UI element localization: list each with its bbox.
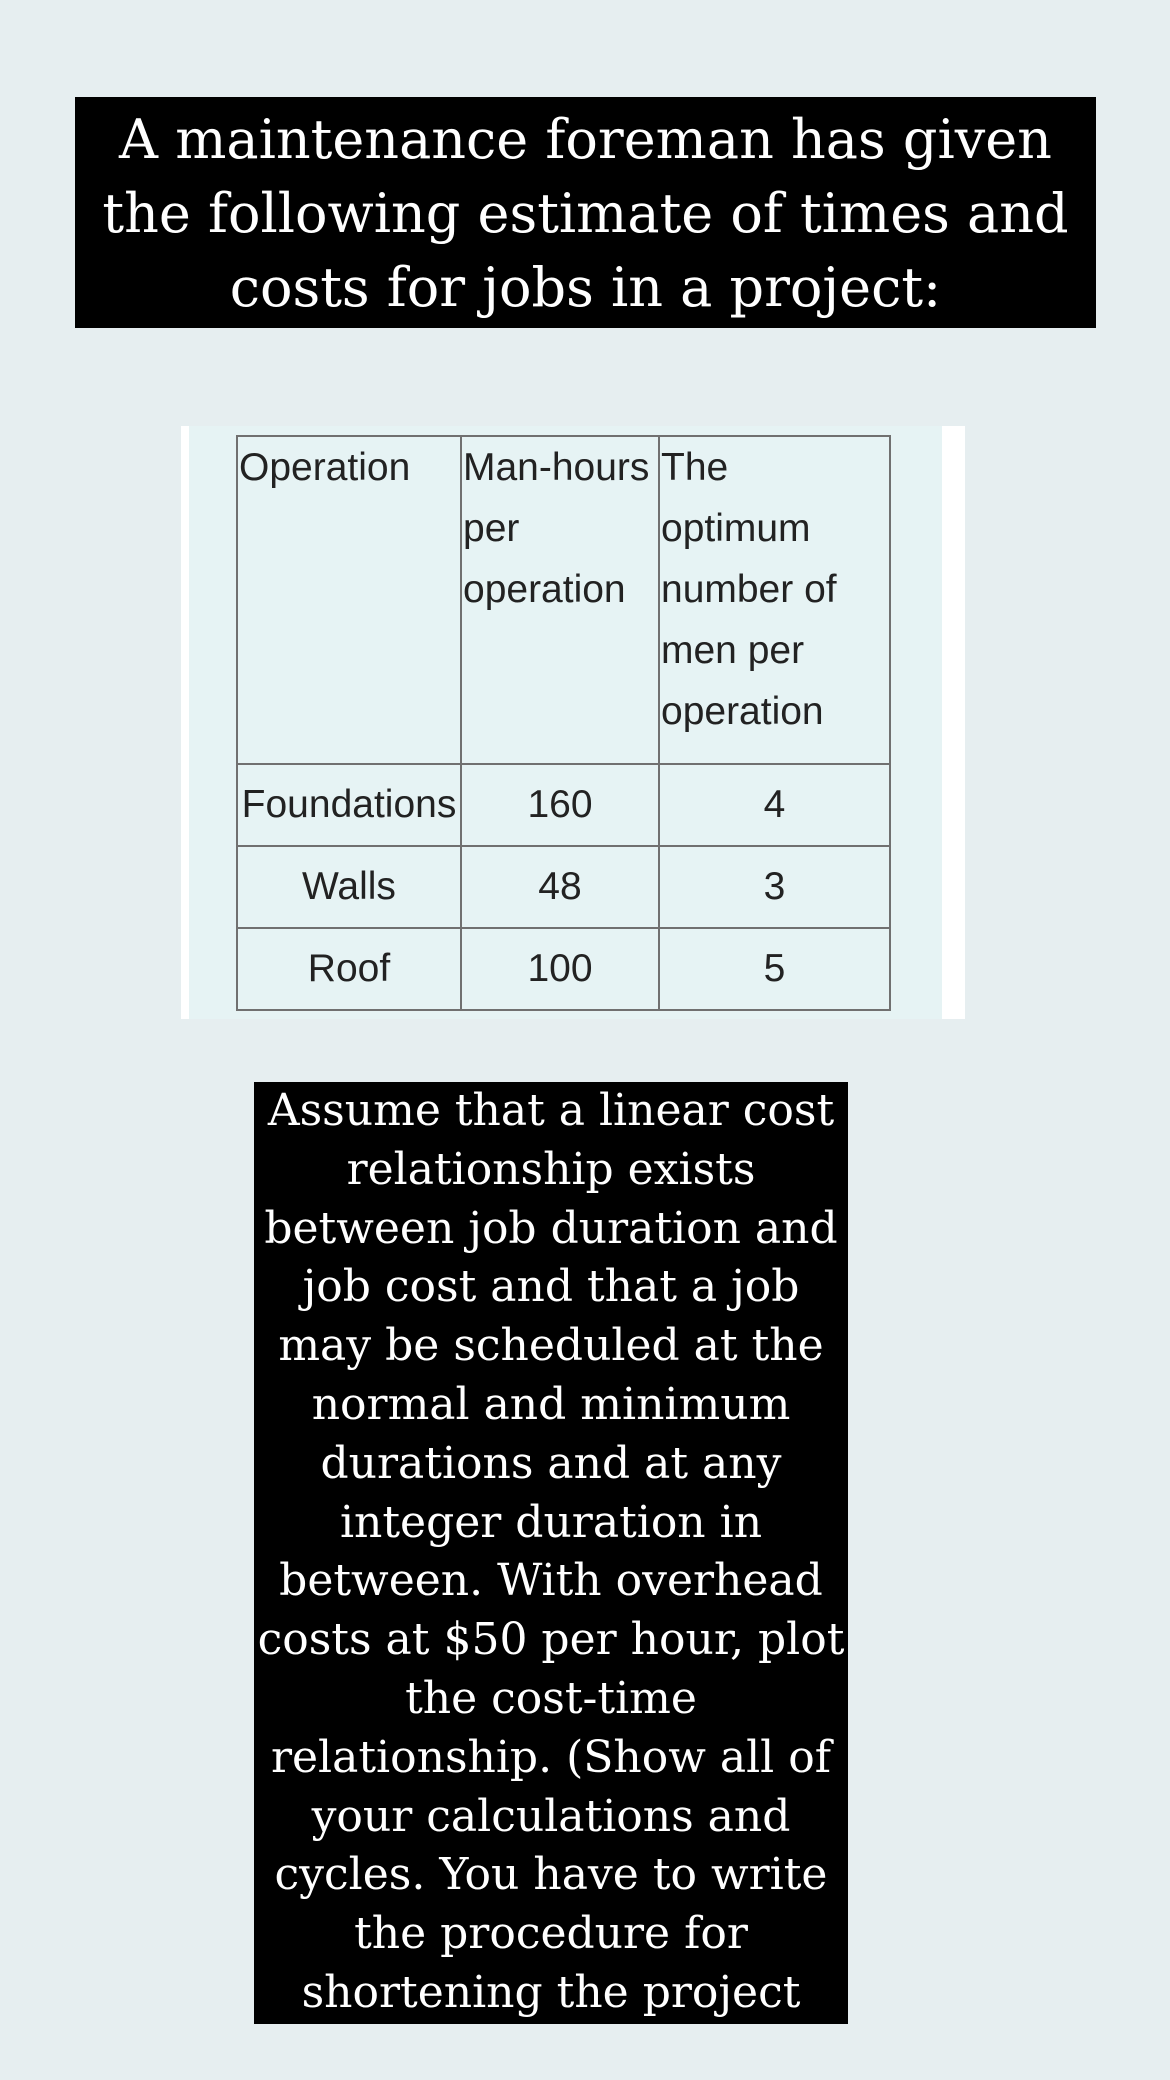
cell-men: 4 [659, 764, 890, 846]
title-line: A maintenance foreman has given [119, 108, 1052, 171]
cell-men: 3 [659, 846, 890, 928]
operations-table [236, 435, 891, 1011]
header-optimum-men: The optimum number of men per operation [659, 436, 890, 764]
title-line: costs for jobs in a project: [229, 256, 942, 319]
table-row [237, 928, 890, 1010]
cell-operation: Walls [237, 846, 461, 928]
body-line: may be scheduled at the [278, 1320, 824, 1372]
question-body [254, 1082, 848, 2024]
body-line: integer duration in [339, 1496, 763, 1548]
table-row [237, 846, 890, 928]
body-line: cycles. You have to write [274, 1849, 828, 1901]
table-header-row [237, 436, 890, 764]
cell-operation: Roof [237, 928, 461, 1010]
cell-men: 5 [659, 928, 890, 1010]
title-line: the following estimate of times and [102, 182, 1069, 245]
body-line: shortening the project [301, 1966, 801, 2018]
body-line: the cost-time [405, 1672, 697, 1724]
body-line: the procedure for [354, 1908, 748, 1960]
body-line: between job duration and [264, 1202, 838, 1254]
cell-man-hours: 48 [461, 846, 659, 928]
body-line: between. With overhead [279, 1555, 823, 1607]
table-row [237, 764, 890, 846]
body-line: costs at $50 per hour, plot [257, 1614, 845, 1666]
header-man-hours: Man-hours per operation [461, 436, 659, 764]
cell-man-hours: 160 [461, 764, 659, 846]
cell-operation: Foundations [237, 764, 461, 846]
body-line: your calculations and [311, 1790, 791, 1842]
question-title [75, 97, 1096, 328]
cell-man-hours: 100 [461, 928, 659, 1010]
body-line: relationship exists [346, 1143, 756, 1195]
body-line: relationship. (Show all of [270, 1731, 831, 1783]
body-line: durations and at any [320, 1437, 782, 1489]
body-line: job cost and that a job [302, 1261, 800, 1313]
header-operation: Operation [237, 436, 461, 764]
body-line: normal and minimum [311, 1378, 791, 1430]
body-line: Assume that a linear cost [267, 1085, 835, 1136]
